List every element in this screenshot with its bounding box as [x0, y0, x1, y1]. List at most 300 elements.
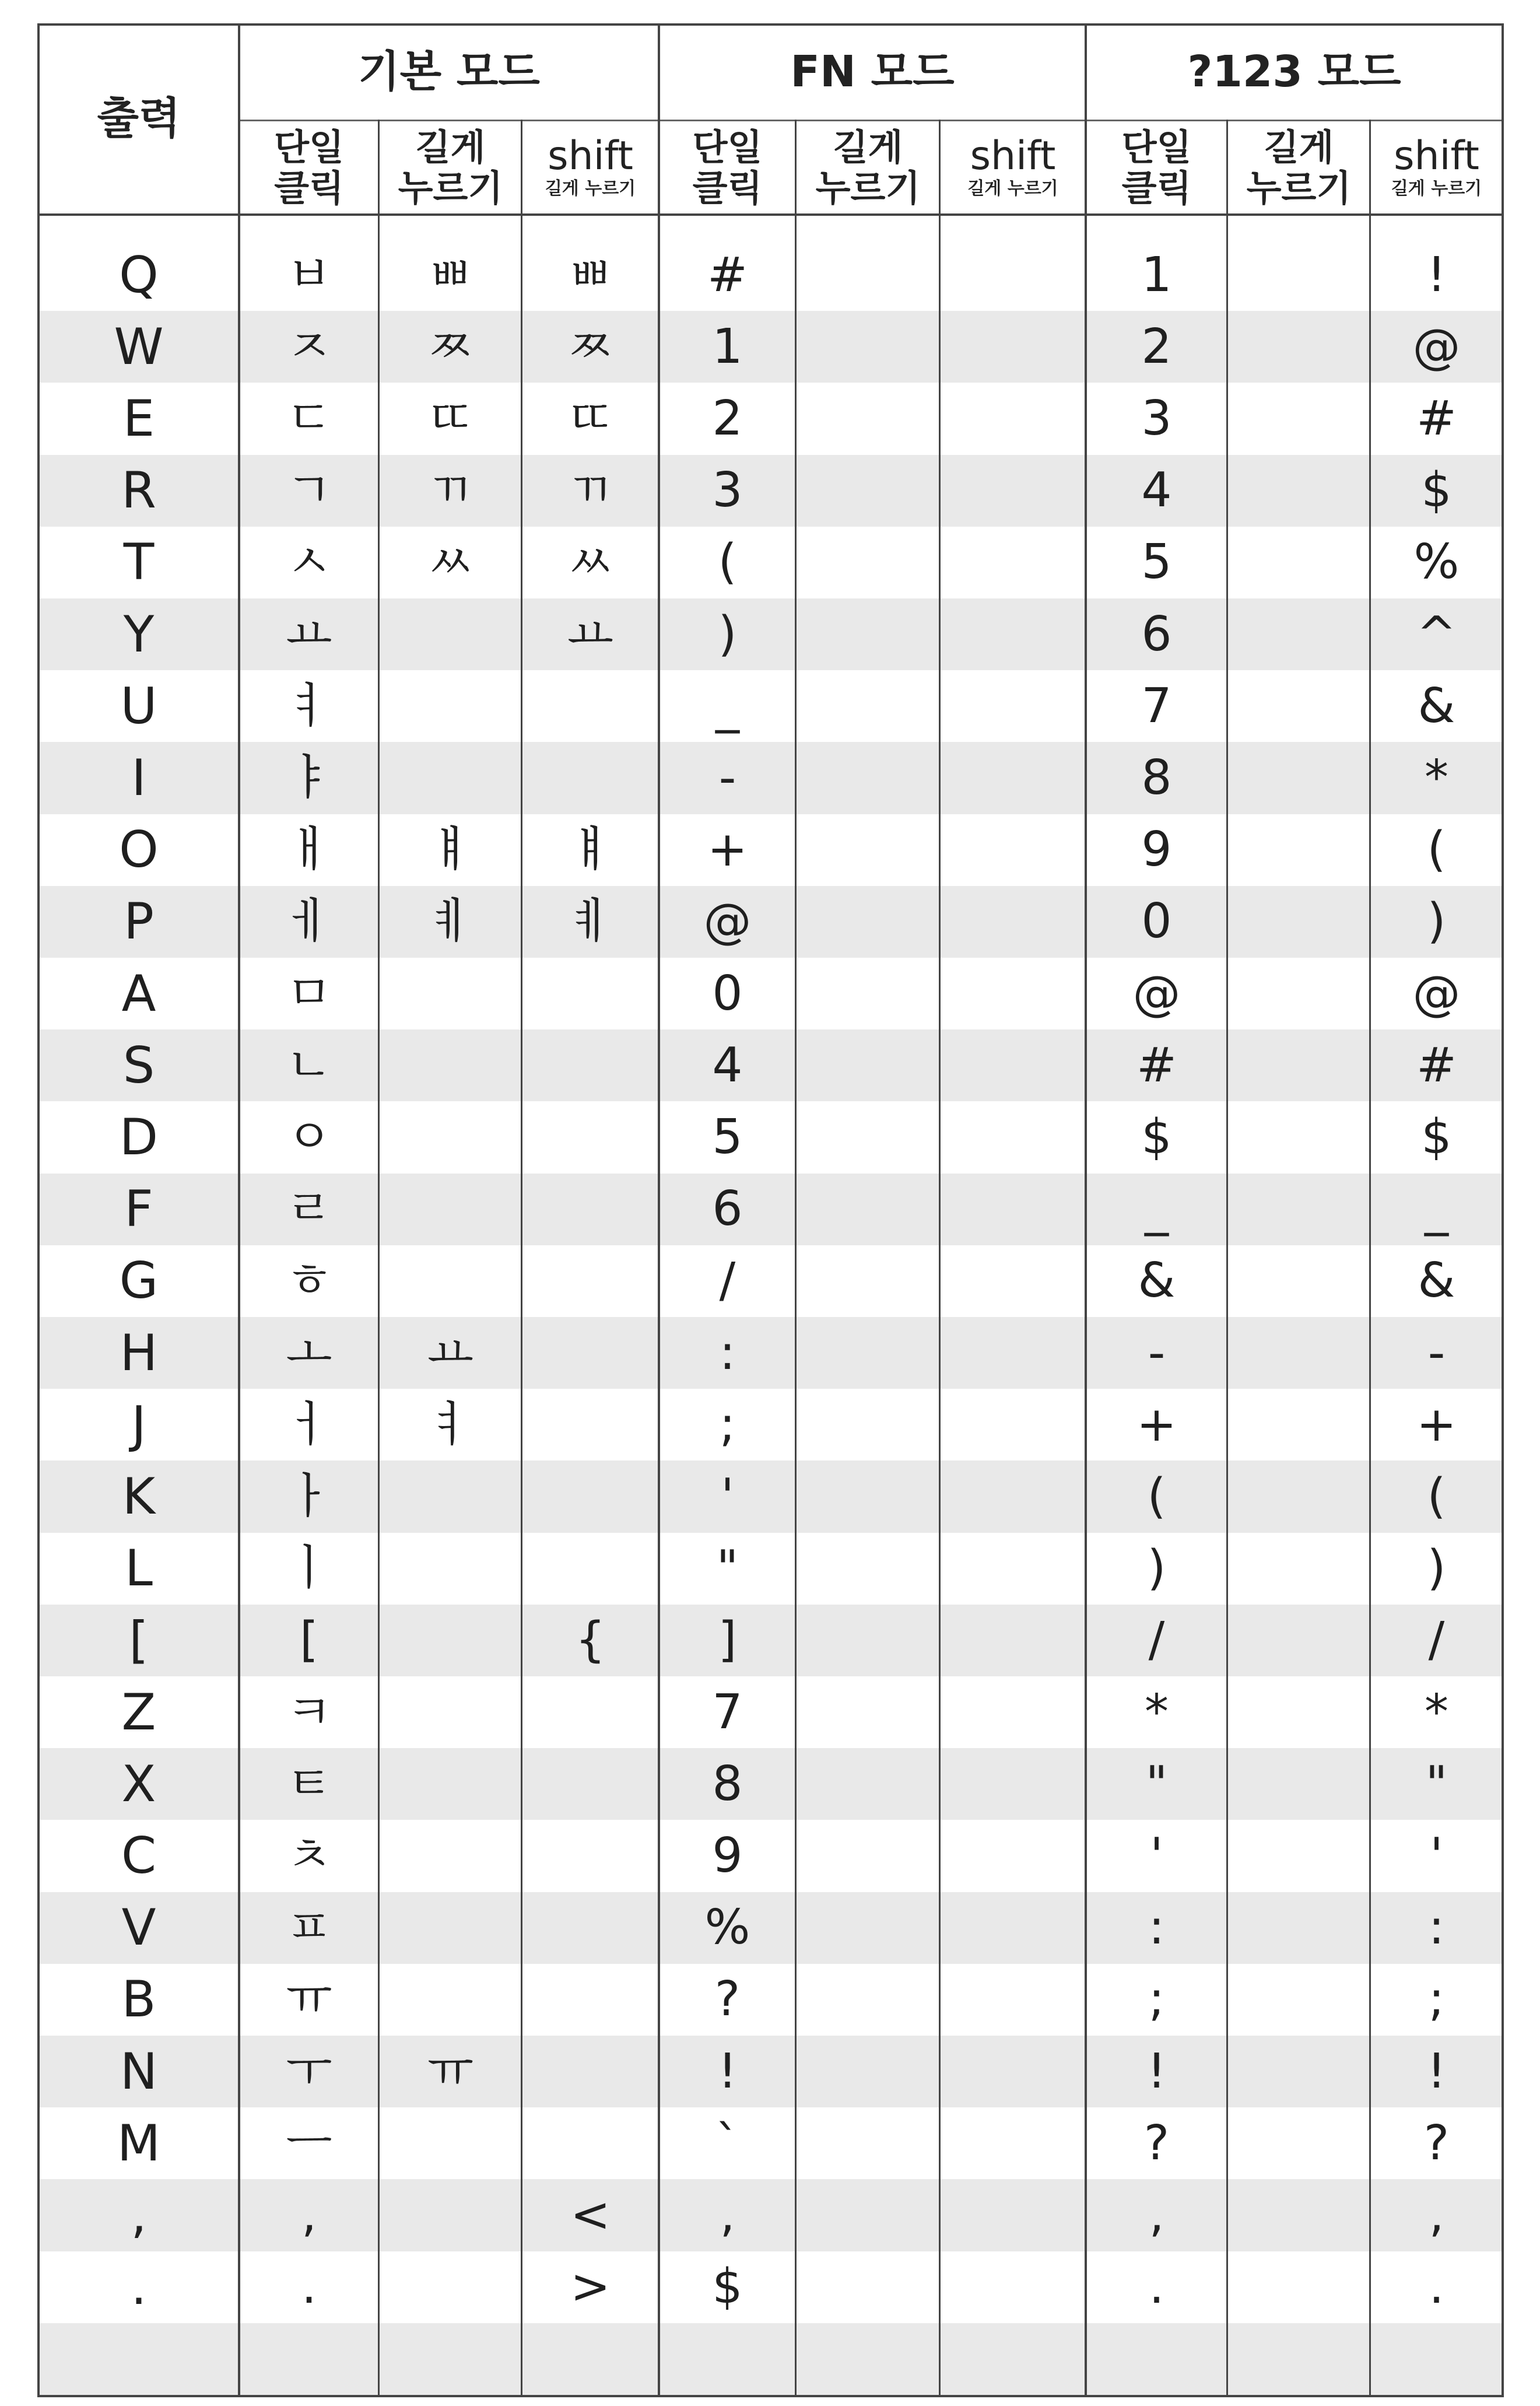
mapping-cell	[796, 670, 940, 742]
mapping-cell: '	[1150, 1827, 1163, 1883]
output-key-cell: J	[131, 1395, 146, 1454]
mapping-cell: #	[1416, 390, 1457, 446]
shift-caption: 길게 누르기	[1391, 178, 1482, 199]
mapping-cell: ㅊ	[286, 1827, 332, 1883]
output-key-cell: ,	[131, 2186, 147, 2244]
mapping-cell	[1227, 742, 1370, 814]
mapping-cell	[796, 598, 940, 670]
mapping-cell: +	[707, 822, 748, 878]
group-title-underline	[239, 120, 1503, 121]
mapping-cell: -	[1427, 1325, 1446, 1381]
mapping-cell	[940, 1317, 1086, 1389]
mapping-cell	[1227, 886, 1370, 958]
mapping-cell: ,	[1429, 2187, 1444, 2243]
mapping-cell	[1227, 383, 1370, 454]
mapping-cell: ㅐ	[286, 822, 332, 878]
mapping-cell	[1227, 1245, 1370, 1317]
mapping-cell	[796, 2179, 940, 2251]
mapping-cell	[940, 455, 1086, 527]
mapping-cell: "	[1425, 1756, 1448, 1812]
mapping-cell	[796, 1533, 940, 1605]
mapping-cell: 3	[712, 463, 743, 519]
mapping-cell	[1227, 1533, 1370, 1605]
output-key-cell: F	[124, 1180, 153, 1239]
mapping-cell: ,	[1149, 2187, 1164, 2243]
output-key-cell: D	[119, 1108, 159, 1167]
mapping-cell	[796, 1317, 940, 1389]
mapping-cell	[796, 383, 940, 454]
mapping-cell	[1227, 455, 1370, 527]
shift-label: shift	[970, 132, 1056, 179]
output-key-cell: K	[122, 1467, 156, 1526]
mapping-cell: ㄸ	[567, 390, 614, 446]
mapping-cell	[1227, 527, 1370, 598]
mapping-cell	[522, 742, 659, 814]
mapping-cell: 7	[712, 1684, 743, 1740]
mapping-cell	[940, 598, 1086, 670]
mapping-cell	[522, 1748, 659, 1820]
mapping-cell	[1227, 1174, 1370, 1245]
mapping-cell	[796, 1748, 940, 1820]
mapping-cell: ?	[1143, 2115, 1170, 2171]
table-bottom-border	[38, 2395, 1503, 2397]
mapping-cell: %	[704, 1900, 750, 1956]
mapping-cell: 2	[712, 390, 743, 446]
mapping-cell: ㅛ	[286, 606, 332, 662]
mapping-cell: ㄹ	[286, 1181, 332, 1237]
mapping-cell	[796, 2036, 940, 2107]
mapping-cell	[940, 1676, 1086, 1748]
mapping-cell	[796, 1605, 940, 1676]
mapping-cell	[1227, 1389, 1370, 1461]
mapping-cell	[1227, 1605, 1370, 1676]
mapping-cell	[940, 1174, 1086, 1245]
mapping-cell	[239, 2323, 379, 2395]
mapping-cell	[379, 1676, 522, 1748]
mapping-cell	[522, 1174, 659, 1245]
mapping-cell: 6	[712, 1181, 743, 1237]
mapping-cell: "	[1145, 1756, 1168, 1812]
mapping-cell: /	[1148, 1612, 1165, 1668]
mapping-cell	[1227, 1101, 1370, 1173]
mapping-cell	[522, 1389, 659, 1461]
mapping-cell	[1227, 2323, 1370, 2395]
mapping-cell	[522, 1317, 659, 1389]
mapping-cell: ㄸ	[427, 390, 474, 446]
mapping-cell: 7	[1141, 678, 1172, 734]
mapping-cell: ;	[1148, 1971, 1165, 2027]
mapping-cell	[1227, 670, 1370, 742]
mapping-cell	[522, 1892, 659, 1964]
mapping-cell: ㅖ	[567, 894, 614, 950]
mapping-cell	[796, 1029, 940, 1101]
mapping-cell: ㅃ	[567, 247, 614, 303]
mapping-cell	[796, 742, 940, 814]
mapping-cell	[940, 1461, 1086, 1532]
output-key-cell: I	[131, 748, 146, 807]
output-key-cell: Z	[121, 1683, 156, 1742]
mapping-cell	[796, 2323, 940, 2395]
fn-mode-header: FN 모드	[790, 46, 955, 97]
mapping-cell	[379, 2251, 522, 2323]
output-key-cell: O	[119, 821, 159, 880]
mapping-cell	[1370, 2323, 1503, 2395]
mapping-cell: +	[1416, 1396, 1457, 1452]
mapping-cell: ㅛ	[567, 606, 614, 662]
mapping-cell: 2	[1141, 318, 1172, 374]
mapping-cell: #	[1416, 1037, 1457, 1093]
output-key-cell: C	[121, 1826, 157, 1885]
mapping-cell	[940, 958, 1086, 1029]
mapping-cell	[1227, 239, 1370, 311]
mapping-cell: ㅈ	[286, 318, 332, 374]
mapping-cell	[940, 1748, 1086, 1820]
mapping-cell	[940, 2323, 1086, 2395]
output-key-cell: H	[120, 1323, 158, 1382]
mapping-cell: )	[718, 606, 737, 662]
mapping-cell: ㅍ	[286, 1900, 332, 1956]
header-bottom-border	[38, 213, 1503, 216]
output-key-cell: P	[124, 892, 154, 951]
mapping-cell: _	[1425, 1181, 1448, 1237]
mapping-cell: ?	[1423, 2115, 1450, 2171]
mapping-cell	[796, 886, 940, 958]
mapping-cell: [	[300, 1612, 318, 1668]
mapping-cell	[379, 1748, 522, 1820]
mapping-cell	[379, 958, 522, 1029]
mapping-cell	[379, 1892, 522, 1964]
output-key-cell	[38, 2323, 239, 2395]
mapping-cell	[940, 1245, 1086, 1317]
mapping-cell	[379, 2323, 522, 2395]
mapping-cell: &	[1418, 678, 1455, 734]
mapping-cell: ㅂ	[286, 247, 332, 303]
mapping-cell: .	[301, 2259, 317, 2315]
mapping-cell: ㅆ	[427, 534, 474, 590]
mapping-cell	[1227, 311, 1370, 383]
output-key-cell: .	[131, 2258, 147, 2317]
mapping-cell: ;	[1428, 1971, 1445, 2027]
mapping-cell	[940, 1389, 1086, 1461]
mapping-cell: ㅓ	[286, 1396, 332, 1452]
mapping-cell: (	[1147, 1468, 1166, 1524]
mapping-cell: {	[575, 1612, 606, 1668]
mapping-cell: >	[570, 2259, 611, 2315]
mapping-cell	[379, 1461, 522, 1532]
mapping-cell	[796, 1892, 940, 1964]
mapping-cell	[1227, 2179, 1370, 2251]
mapping-cell: ㅣ	[286, 1540, 332, 1596]
mapping-cell	[379, 1101, 522, 1173]
mapping-cell: $	[1421, 463, 1452, 519]
mapping-cell: '	[1430, 1827, 1443, 1883]
mapping-cell: 0	[1141, 894, 1172, 950]
mapping-cell: -	[1148, 1325, 1166, 1381]
output-key-cell: L	[125, 1539, 153, 1598]
mapping-cell: ㅖ	[427, 894, 474, 950]
mapping-cell	[796, 1461, 940, 1532]
mapping-cell	[1227, 1820, 1370, 1892]
mapping-cell	[796, 1101, 940, 1173]
mapping-cell	[796, 455, 940, 527]
basic-mode-header: 기본 모드	[358, 46, 540, 97]
mapping-cell: ㅔ	[286, 894, 332, 950]
mapping-cell: &	[1418, 1253, 1455, 1309]
mapping-cell: ?	[714, 1971, 741, 2027]
mapping-cell	[796, 311, 940, 383]
mapping-cell	[522, 1820, 659, 1892]
mapping-cell: !	[1147, 2043, 1166, 2099]
output-key-cell: W	[114, 317, 164, 376]
mapping-cell	[659, 2323, 796, 2395]
mapping-cell: @	[1412, 318, 1461, 374]
mapping-cell	[1086, 2323, 1227, 2395]
mapping-cell: (	[718, 534, 737, 590]
mapping-cell: 3	[1141, 390, 1172, 446]
output-key-cell: E	[122, 389, 155, 448]
mapping-cell	[796, 1389, 940, 1461]
mapping-cell: #	[707, 247, 748, 303]
mapping-cell: ㅗ	[286, 1325, 332, 1381]
mapping-cell: :	[1428, 1900, 1445, 1956]
mapping-cell	[796, 1676, 940, 1748]
numeric-mode-header: ?123 모드	[1187, 46, 1401, 97]
output-key-cell: Q	[119, 246, 159, 304]
output-key-cell: S	[122, 1036, 155, 1095]
mapping-cell	[940, 1964, 1086, 2036]
mapping-cell	[1227, 1317, 1370, 1389]
mapping-cell	[796, 1964, 940, 2036]
mapping-cell	[379, 2179, 522, 2251]
mapping-cell: #	[1136, 1037, 1177, 1093]
mapping-cell: 9	[712, 1827, 743, 1883]
mapping-cell: ㅏ	[286, 1468, 332, 1524]
output-key-cell: B	[121, 1970, 156, 2029]
mapping-cell	[522, 958, 659, 1029]
shift-caption: 길게 누르기	[967, 178, 1058, 199]
mapping-cell: :	[1148, 1900, 1165, 1956]
mapping-cell: _	[1145, 1181, 1169, 1237]
mapping-cell: 0	[712, 965, 743, 1021]
mapping-cell	[940, 1605, 1086, 1676]
mapping-cell: ]	[718, 1612, 737, 1668]
mapping-cell	[796, 527, 940, 598]
output-column-header: 출력	[97, 93, 181, 143]
mapping-cell: "	[716, 1540, 739, 1596]
mapping-cell: 9	[1141, 822, 1172, 878]
mapping-cell: ㅅ	[286, 534, 332, 590]
mapping-cell	[379, 1029, 522, 1101]
mapping-cell: :	[719, 1325, 736, 1381]
mapping-cell	[940, 2251, 1086, 2323]
mapping-cell	[1227, 1461, 1370, 1532]
mapping-cell	[940, 2036, 1086, 2107]
shift-caption: 길게 누르기	[545, 178, 636, 199]
mapping-cell	[522, 1964, 659, 2036]
mapping-cell: !	[718, 2043, 737, 2099]
mapping-cell	[940, 527, 1086, 598]
mapping-cell	[379, 1533, 522, 1605]
mapping-cell	[1227, 814, 1370, 886]
mapping-cell: 5	[712, 1109, 743, 1165]
mapping-cell: ㅕ	[286, 678, 332, 734]
mapping-cell	[940, 670, 1086, 742]
single-click-subheader: 단일 클릭	[274, 126, 344, 209]
mapping-cell: !	[1427, 247, 1446, 303]
mapping-cell: )	[1427, 1540, 1446, 1596]
mapping-cell	[379, 742, 522, 814]
mapping-cell: ㅛ	[427, 1325, 474, 1381]
output-key-cell: T	[123, 533, 155, 592]
mapping-cell: ㅁ	[286, 965, 332, 1021]
mapping-cell: ㄷ	[286, 390, 332, 446]
mapping-cell: <	[570, 2187, 611, 2243]
mapping-cell: ㄴ	[286, 1037, 332, 1093]
mapping-cell	[940, 311, 1086, 383]
mapping-cell: ㅉ	[567, 318, 614, 374]
mapping-cell: ㅕ	[427, 1396, 474, 1452]
mapping-cell: '	[721, 1468, 734, 1524]
single-click-subheader: 단일 클릭	[692, 126, 763, 209]
mapping-cell: $	[712, 2259, 743, 2315]
mapping-cell	[940, 2179, 1086, 2251]
mapping-cell	[522, 2323, 659, 2395]
output-key-cell: A	[121, 964, 156, 1023]
mapping-cell: 4	[1141, 463, 1172, 519]
mapping-cell	[940, 742, 1086, 814]
mapping-cell: ㅃ	[427, 247, 474, 303]
mapping-cell: *	[1425, 1684, 1448, 1740]
mapping-cell	[379, 1245, 522, 1317]
mapping-cell: ,	[301, 2187, 317, 2243]
mapping-cell: _	[715, 678, 739, 734]
output-key-cell: [	[129, 1611, 149, 1670]
mapping-cell	[379, 1964, 522, 2036]
output-key-cell: G	[119, 1252, 159, 1311]
mapping-cell: $	[1141, 1109, 1172, 1165]
single-click-subheader: 단일 클릭	[1121, 126, 1192, 209]
mapping-cell	[940, 1533, 1086, 1605]
mapping-cell	[1227, 1029, 1370, 1101]
long-press-subheader: 길게 누르기	[815, 126, 921, 209]
mapping-cell	[796, 1245, 940, 1317]
mapping-cell	[796, 2107, 940, 2179]
mapping-cell: ㅠ	[427, 2043, 474, 2099]
mapping-cell: ㄲ	[427, 463, 474, 519]
output-key-cell: N	[120, 2042, 158, 2101]
shift-long-press-subheader	[940, 122, 1086, 213]
mapping-cell: ㅌ	[286, 1756, 332, 1812]
mapping-cell: &	[1138, 1253, 1176, 1309]
mapping-cell: +	[1136, 1396, 1177, 1452]
mapping-cell	[1227, 1748, 1370, 1820]
mapping-cell: (	[1427, 1468, 1446, 1524]
mapping-cell	[379, 1820, 522, 1892]
mapping-cell	[522, 670, 659, 742]
mapping-cell	[1227, 958, 1370, 1029]
mapping-cell	[796, 958, 940, 1029]
shift-label: shift	[548, 132, 633, 179]
mapping-cell	[522, 1676, 659, 1748]
mapping-cell: ㅑ	[286, 750, 332, 805]
mapping-cell	[379, 598, 522, 670]
mapping-cell	[796, 2251, 940, 2323]
mapping-cell	[940, 1892, 1086, 1964]
mapping-cell	[940, 886, 1086, 958]
mapping-cell	[796, 814, 940, 886]
output-key-cell: X	[121, 1754, 156, 1813]
long-press-subheader: 길게 누르기	[398, 126, 503, 209]
mapping-cell	[379, 670, 522, 742]
mapping-cell	[940, 814, 1086, 886]
mapping-cell: ㄱ	[286, 463, 332, 519]
mapping-cell: 8	[1141, 750, 1172, 805]
mapping-cell: )	[1147, 1540, 1166, 1596]
mapping-cell: 1	[712, 318, 743, 374]
mapping-cell	[1227, 2036, 1370, 2107]
output-key-cell: U	[120, 677, 157, 736]
mapping-cell	[796, 239, 940, 311]
mapping-cell: @	[1132, 965, 1181, 1021]
mapping-cell	[379, 1174, 522, 1245]
mapping-cell: $	[1421, 1109, 1452, 1165]
mapping-cell: ㅎ	[286, 1253, 332, 1309]
mapping-cell: ㅜ	[286, 2043, 332, 2099]
mapping-cell: /	[1428, 1612, 1445, 1668]
mapping-cell: !	[1427, 2043, 1446, 2099]
mapping-cell: %	[1413, 534, 1460, 590]
mapping-cell: .	[1149, 2259, 1164, 2315]
mapping-cell: (	[1427, 822, 1446, 878]
mapping-cell: ^	[1416, 606, 1457, 662]
long-press-subheader: 길게 누르기	[1246, 126, 1352, 209]
mapping-cell	[522, 2107, 659, 2179]
mapping-cell	[522, 1533, 659, 1605]
mapping-cell	[796, 1820, 940, 1892]
mapping-cell: ㅋ	[286, 1684, 332, 1740]
mapping-cell: ㅡ	[286, 2115, 332, 2171]
mapping-cell: *	[1425, 750, 1448, 805]
mapping-cell: ㅆ	[567, 534, 614, 590]
mapping-cell: .	[1429, 2259, 1444, 2315]
mapping-cell: ;	[719, 1396, 736, 1452]
mapping-cell	[940, 383, 1086, 454]
mapping-cell	[1227, 1964, 1370, 2036]
mapping-cell	[522, 1101, 659, 1173]
mapping-cell: @	[1412, 965, 1461, 1021]
mapping-cell: ㅠ	[286, 1971, 332, 2027]
mapping-cell: `	[715, 2115, 739, 2171]
mapping-cell	[379, 1605, 522, 1676]
mapping-cell: 1	[1141, 247, 1172, 303]
mapping-cell: ,	[720, 2187, 735, 2243]
mapping-cell: @	[703, 894, 752, 950]
mapping-cell	[522, 1029, 659, 1101]
mapping-cell	[1227, 598, 1370, 670]
mapping-cell: 8	[712, 1756, 743, 1812]
mapping-cell	[796, 1174, 940, 1245]
mapping-cell	[1227, 2251, 1370, 2323]
mapping-cell	[940, 239, 1086, 311]
mapping-cell	[522, 2036, 659, 2107]
mapping-cell: 6	[1141, 606, 1172, 662]
mapping-cell: ㅇ	[286, 1109, 332, 1165]
mapping-cell: /	[719, 1253, 736, 1309]
mapping-cell	[1227, 1892, 1370, 1964]
output-key-cell: V	[121, 1899, 156, 1957]
mapping-cell	[379, 2107, 522, 2179]
mapping-cell	[522, 1461, 659, 1532]
